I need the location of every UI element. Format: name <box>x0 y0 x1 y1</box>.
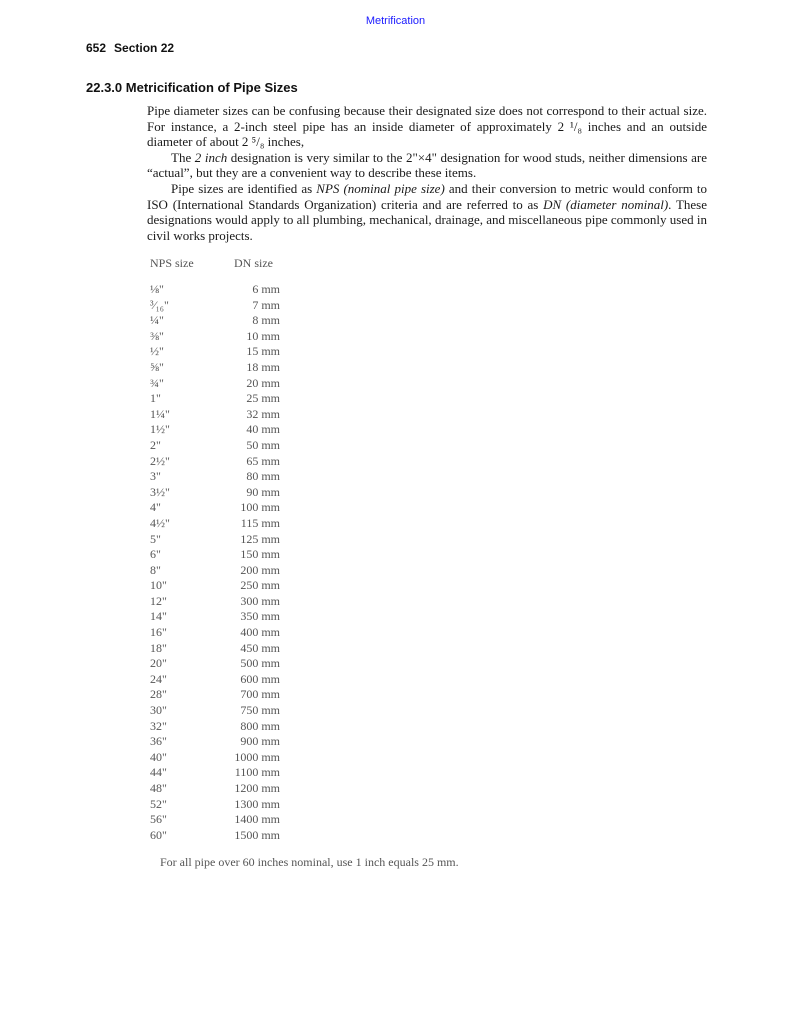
dn-cell: 6 mm <box>252 282 280 296</box>
paragraph-3-text: Pipe sizes are identified as <box>171 180 317 196</box>
nps-cell: 1¼" <box>150 406 170 421</box>
nps-cell: ³⁄₁₆" <box>150 297 169 312</box>
dn-cell: 40 mm <box>246 422 280 437</box>
nps-cell: 32" <box>150 718 167 733</box>
dn-cell: 100 mm <box>240 500 280 515</box>
nps-cell: ¾" <box>150 375 164 390</box>
dn-cell: 1500 mm <box>234 827 280 842</box>
dn-cell: 15 mm <box>246 344 280 359</box>
table-row <box>147 298 280 314</box>
footnote: For all pipe over 60 inches nominal, use 1 inch equals 25 mm. <box>160 855 459 869</box>
body-text <box>147 103 707 243</box>
nps-cell: ⅜" <box>150 328 164 343</box>
table-row <box>147 625 280 641</box>
table-row <box>147 828 280 844</box>
table-row <box>147 516 280 532</box>
table-row <box>147 563 280 579</box>
dn-cell: 900 mm <box>240 734 280 749</box>
table-row <box>147 391 280 407</box>
dn-cell: 1300 mm <box>234 796 280 811</box>
nps-term: NPS (nominal pipe size) <box>316 180 445 196</box>
paragraph-3-text: . These designations would apply to all plumbing, mechanical, drainage, and miscellaneous pipe commonly used in civil works projects. <box>147 196 707 243</box>
section-heading: 22.3.0 Metricification of Pipe Sizes <box>86 80 298 95</box>
table-row <box>147 641 280 657</box>
nps-cell: 10" <box>150 578 167 593</box>
paragraph-1: Pipe diameter sizes can be confusing because their designated size does not correspond to their actual size. For instance, a 2-inch steel pipe has an inside diameter of approximately 2 ¹/₈ inches and an outside diameter of about 2 ⁵/₈ inches, <box>147 103 707 150</box>
table-row <box>147 594 280 610</box>
table-row <box>147 765 280 781</box>
table-row <box>147 485 280 501</box>
table-row <box>147 469 280 485</box>
dn-cell: 300 mm <box>240 593 280 608</box>
dn-cell: 1000 mm <box>234 749 280 764</box>
table-body <box>147 282 280 843</box>
nps-cell: 56" <box>150 812 167 827</box>
table-row <box>147 500 280 516</box>
paragraph-2-text: The <box>171 149 195 165</box>
pipe-size-table <box>147 256 280 843</box>
nps-cell: 3" <box>150 469 161 484</box>
nps-cell: 5" <box>150 531 161 546</box>
dn-cell: 50 mm <box>246 437 280 452</box>
dn-cell: 250 mm <box>240 578 280 593</box>
nps-cell: 16" <box>150 625 167 640</box>
table-row <box>147 719 280 735</box>
nps-cell: 24" <box>150 671 167 686</box>
table-row <box>147 781 280 797</box>
dn-cell: 150 mm <box>240 547 280 562</box>
nps-cell: 30" <box>150 703 167 718</box>
table-row <box>147 687 280 703</box>
nps-cell: ½" <box>150 344 164 359</box>
nps-cell: 8" <box>150 562 161 577</box>
nps-cell: 14" <box>150 609 167 624</box>
table-row <box>147 750 280 766</box>
dn-cell: 90 mm <box>246 484 280 499</box>
dn-cell: 200 mm <box>240 562 280 577</box>
table-row <box>147 703 280 719</box>
dn-cell: 1100 mm <box>234 765 280 780</box>
nps-cell: 40" <box>150 749 167 764</box>
nps-cell: 2" <box>150 437 161 452</box>
dn-cell: 18 mm <box>246 359 280 374</box>
paragraph-3-text: and their conversion to metric would conform to ISO (International Standards Organization) criteria and are referred to as <box>147 180 707 212</box>
nps-cell: 3½" <box>150 484 170 499</box>
dn-cell: 400 mm <box>240 625 280 640</box>
nps-cell: 18" <box>150 640 167 655</box>
dn-cell: 1200 mm <box>234 781 280 795</box>
dn-cell: 350 mm <box>240 609 280 624</box>
nps-cell: 28" <box>150 687 167 702</box>
table-row <box>147 329 280 345</box>
dn-cell: 450 mm <box>240 640 280 655</box>
dn-cell: 1400 mm <box>234 812 280 827</box>
table-row <box>147 547 280 563</box>
nps-cell: 4" <box>150 500 161 515</box>
nps-cell: 60" <box>150 827 167 842</box>
dn-cell: 750 mm <box>240 703 280 718</box>
page-number: 652 <box>86 41 107 55</box>
paragraph-3 <box>147 181 707 243</box>
dn-cell: 125 mm <box>240 531 280 546</box>
nps-cell: 12" <box>150 593 167 608</box>
table-row <box>147 797 280 813</box>
nps-cell: 52" <box>150 796 167 811</box>
nps-cell: 1" <box>150 391 161 406</box>
nps-cell: ⅛" <box>150 282 164 296</box>
table-row <box>147 609 280 625</box>
dn-column-header: DN size <box>234 256 273 270</box>
table-row <box>147 360 280 376</box>
table-row <box>147 812 280 828</box>
paragraph-2-text: designation is very similar to the 2"×4" designation for wood studs, neither dimensions are “actual”, but they are a convenient way to describe these items. <box>147 149 707 181</box>
dn-cell: 600 mm <box>240 671 280 686</box>
paragraph-2-emphasis: 2 inch <box>194 149 228 165</box>
dn-cell: 7 mm <box>252 297 280 312</box>
nps-cell: ⅝" <box>150 359 164 374</box>
dn-cell: 20 mm <box>246 375 280 390</box>
paragraph-2 <box>147 150 707 181</box>
nps-cell: 36" <box>150 734 167 749</box>
table-row <box>147 282 280 298</box>
dn-cell: 115 mm <box>240 515 280 530</box>
dn-cell: 800 mm <box>240 718 280 733</box>
nps-cell: 1½" <box>150 422 170 437</box>
dn-cell: 32 mm <box>246 406 280 421</box>
table-row <box>147 656 280 672</box>
dn-cell: 10 mm <box>246 328 280 343</box>
dn-cell: 500 mm <box>240 656 280 671</box>
nps-cell: 6" <box>150 547 161 562</box>
nps-cell: 2½" <box>150 453 170 468</box>
table-row <box>147 407 280 423</box>
table-row <box>147 734 280 750</box>
dn-cell: 700 mm <box>240 687 280 702</box>
table-row <box>147 438 280 454</box>
dn-cell: 25 mm <box>246 391 280 406</box>
nps-cell: 44" <box>150 765 167 780</box>
dn-cell: 65 mm <box>246 453 280 468</box>
table-row <box>147 532 280 548</box>
table-row <box>147 672 280 688</box>
section-label: Section 22 <box>114 41 175 55</box>
nps-column-header: NPS size <box>150 256 194 270</box>
table-row <box>147 422 280 438</box>
nps-cell: 20" <box>150 656 167 671</box>
running-title-link[interactable]: Metrification <box>365 15 426 27</box>
table-row <box>147 344 280 360</box>
table-row <box>147 454 280 470</box>
table-row <box>147 376 280 392</box>
dn-term: DN (diameter nominal) <box>543 196 669 212</box>
nps-cell: ¼" <box>150 313 164 328</box>
dn-cell: 80 mm <box>246 469 280 484</box>
table-row <box>147 578 280 594</box>
page-header <box>86 41 174 55</box>
dn-cell: 8 mm <box>252 313 280 328</box>
table-header <box>147 256 280 276</box>
nps-cell: 4½" <box>150 515 170 530</box>
table-row <box>147 313 280 329</box>
nps-cell: 48" <box>150 781 167 795</box>
